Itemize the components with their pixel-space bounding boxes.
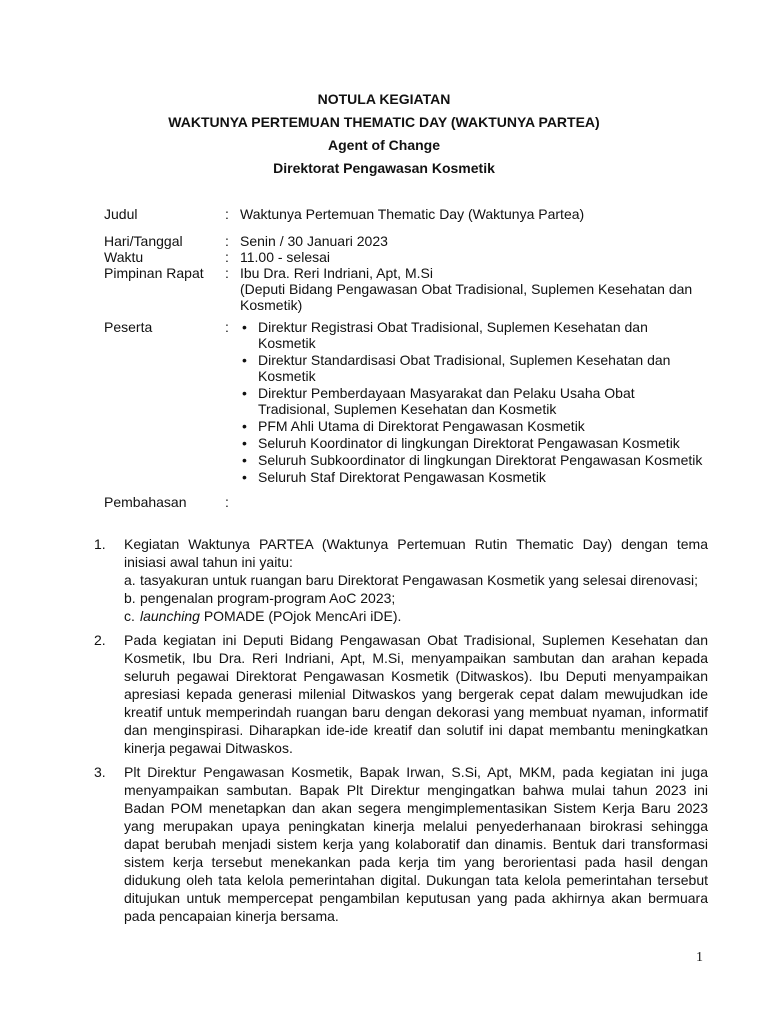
colon: :: [225, 494, 229, 510]
directorate-name: Direktorat Pengawasan Kosmetik: [273, 160, 495, 176]
peserta-row: [104, 319, 704, 486]
peserta-item: • Seluruh Staf Direktorat Pengawasan Kosmetik: [240, 469, 704, 485]
tanggal-value: Senin / 30 Januari 2023: [240, 233, 388, 249]
program-name: Agent of Change: [328, 137, 440, 153]
peserta-item: • Direktur Registrasi Obat Tradisional, Suplemen Kesehatan dan Kosmetik: [240, 319, 704, 351]
item-text: Pada kegiatan ini Deputi Bidang Pengawasan Obat Tradisional, Suplemen Kesehatan dan Kosmetik, Ibu Dra. Reri Indriani, Apt, M.Si, menyampaikan sambutan dan arahan kepada seluruh pegawai Direktorat Pengawasan Kosmetik (Ditwaskos). Ibu Deputi menyampaikan apresiasi kepada generasi milenial Ditwaskos yang bergerak cepat dalam mewujudkan ide kreatif untuk memperindah ruangan baru dengan dekorasi yang membuat nyaman, informatif dan menginspirasi. Diharapkan ide-ide kreatif dan solutif ini dapat membantu meningkatkan kinerja pegawai Ditwaskos.: [124, 632, 708, 756]
pimpinan-value: Ibu Dra. Reri Indriani, Apt, M.Si: [240, 265, 433, 281]
peserta-item: • Direktur Pemberdayaan Masyarakat dan Pelaku Usaha Obat Tradisional, Suplemen Kesehatan dan Kosmetik: [240, 385, 704, 417]
colon: :: [225, 233, 229, 249]
peserta-item: • Direktur Standardisasi Obat Tradisional, Suplemen Kesehatan dan Kosmetik: [240, 352, 704, 384]
discussion-item: [94, 631, 708, 757]
sub-letter: b.: [124, 590, 136, 606]
meeting-details: [104, 206, 704, 510]
colon: :: [225, 319, 229, 335]
judul-label: Judul: [104, 206, 138, 222]
sub-text: pengenalan program-program AoC 2023;: [140, 590, 396, 606]
sub-item: [124, 589, 708, 607]
tanggal-label: Hari/Tanggal: [104, 233, 183, 249]
peserta-label: Peserta: [104, 319, 153, 335]
waktu-label: Waktu: [104, 249, 144, 265]
document-title: NOTULA KEGIATAN: [317, 91, 451, 107]
waktu-row: [104, 249, 704, 265]
pembahasan-row: [104, 494, 704, 510]
sub-italic: launching: [140, 608, 200, 624]
sub-item: [124, 571, 708, 589]
colon: :: [225, 206, 229, 222]
waktu-value: 11.00 - selesai: [240, 249, 331, 265]
page-number: 1: [696, 950, 703, 965]
item-text: Kegiatan Waktunya PARTEA (Waktunya Pertemuan Rutin Thematic Day) dengan tema inisiasi awal tahun ini yaitu:: [124, 536, 708, 570]
judul-row: [104, 206, 704, 222]
pimpinan-note: (Deputi Bidang Pengawasan Obat Tradisional, Suplemen Kesehatan dan Kosmetik): [240, 281, 693, 313]
pimpinan-label: Pimpinan Rapat: [104, 265, 204, 281]
discussion-item: [94, 535, 708, 625]
peserta-item: • Seluruh Subkoordinator di lingkungan Direktorat Pengawasan Kosmetik: [240, 452, 704, 468]
peserta-list: [240, 319, 704, 485]
discussion-item: [94, 763, 708, 925]
colon: :: [225, 265, 229, 281]
sub-letter: c.: [124, 608, 135, 624]
item-number: 1.: [94, 536, 106, 552]
item-text: Plt Direktur Pengawasan Kosmetik, Bapak Irwan, S.Si, Apt, MKM, pada kegiatan ini juga menyampaikan sambutan. Bapak Plt Direktur mengingatkan bahwa mulai tahun 2023 ini Badan POM menetapkan dan akan segera mengimplementasikan Sistem Kerja Baru 2023 yang merupakan upaya peningkatan kinerja melalui penyederhanaan birokrasi sehingga dapat berubah menjadi sistem kerja yang kolaboratif dan dinamis. Bentuk dari transformasi sistem kerja tersebut menekankan pada kerja tim yang berorientasi pada hasil dengan didukung oleh tata kelola pemerintahan digital. Dukungan tata kelola pemerintahan tersebut ditujukan untuk mempercepat pengambilan keputusan yang pada akhirnya akan bermuara pada pencapaian kinerja bersama.: [124, 764, 708, 924]
item-number: 3.: [94, 764, 106, 780]
pembahasan-label: Pembahasan: [104, 494, 187, 510]
pimpinan-row: [104, 265, 704, 313]
discussion-list: [94, 535, 708, 931]
peserta-item: • Seluruh Koordinator di lingkungan Direktorat Pengawasan Kosmetik: [240, 435, 704, 451]
sub-text: tasyakuran untuk ruangan baru Direktorat Pengawasan Kosmetik yang selesai direnovasi;: [140, 572, 698, 588]
sub-item: [124, 607, 708, 625]
peserta-item: • PFM Ahli Utama di Direktorat Pengawasan Kosmetik: [240, 418, 704, 434]
colon: :: [225, 249, 229, 265]
sub-letter: a.: [124, 572, 136, 588]
judul-value: Waktunya Pertemuan Thematic Day (Waktunya Partea): [240, 206, 585, 222]
sub-text: POMADE (POjok MencAri iDE).: [199, 608, 402, 624]
sub-list: [124, 571, 708, 625]
tanggal-row: [104, 233, 704, 249]
item-number: 2.: [94, 632, 106, 648]
document-subtitle: WAKTUNYA PERTEMUAN THEMATIC DAY (WAKTUNYA PARTEA): [168, 114, 600, 130]
